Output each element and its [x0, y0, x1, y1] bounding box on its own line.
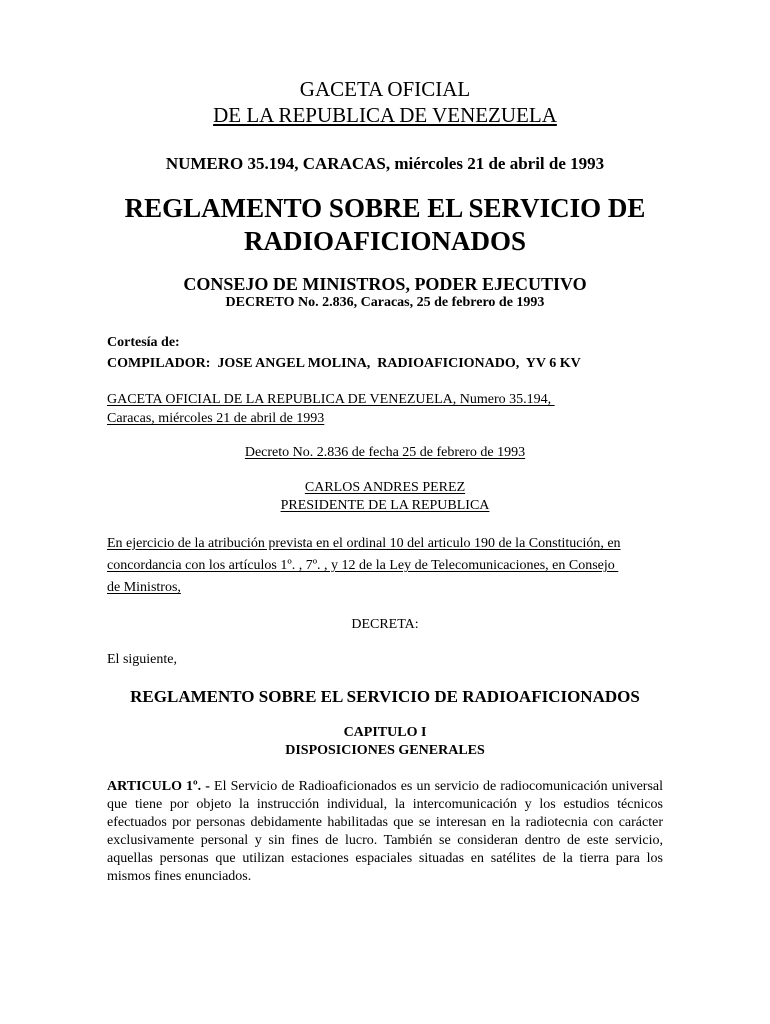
preamble-line3: de Ministros, — [107, 580, 181, 595]
preamble-line2: concordancia con los artículos 1º. , 7º. , y 12 de la Ley de Telecomunicaciones, en Consejo — [107, 558, 619, 573]
gazette-reference-line1: GACETA OFICIAL DE LA REPUBLICA DE VENEZUELA, Numero 35.194, — [107, 392, 555, 407]
article-1-text: El Servicio de Radioaficionados es un servicio de radiocomunicación universal que tiene por objeto la instrucción individual, la intercomunicación y los estudios técnicos efectuados por personas debidamente habilitadas que se interesan en la radiotecnia con carácter exclusivamente personal y sin fines de lucro. También se consideran dentro de este servicio, aquellas personas que utilizan estaciones espaciales situadas en satélites de la tierra para los mismos fines enunciados. — [107, 779, 664, 884]
decree-heading: DECRETO No. 2.836, Caracas, 25 de febrero de 1993 — [225, 295, 545, 310]
document-title-line1: REGLAMENTO SOBRE EL SERVICIO DE — [124, 193, 646, 223]
reglamento-heading: REGLAMENTO SOBRE EL SERVICIO DE RADIOAFICIONADOS — [130, 687, 640, 706]
article-1 — [107, 778, 663, 886]
preamble-line1: En ejercicio de la atribución prevista en el ordinal 10 del articulo 190 de la Constitución, en — [107, 536, 621, 551]
president-name: CARLOS ANDRES PEREZ — [304, 480, 466, 495]
document-title — [0, 192, 770, 258]
gazette-reference-line2: Caracas, miércoles 21 de abril de 1993 — [107, 411, 325, 426]
issue-line: NUMERO 35.194, CARACAS, miércoles 21 de abril de 1993 — [165, 154, 605, 173]
chapter-number: CAPITULO I — [343, 725, 427, 740]
president-block — [0, 479, 770, 515]
courtesy-label: Cortesía de: — [107, 335, 180, 350]
preamble — [107, 533, 663, 599]
siguiente-text: El siguiente, — [107, 652, 177, 667]
document-title-line2: RADIOAFICIONADOS — [243, 226, 527, 256]
decree-date: Decreto No. 2.836 de fecha 25 de febrero de 1993 — [244, 445, 526, 460]
gazette-title-line2: DE LA REPUBLICA DE VENEZUELA — [213, 103, 557, 127]
courtesy-block — [107, 332, 663, 374]
article-1-label: ARTICULO 1º. - — [107, 779, 210, 794]
gazette-title-line1: GACETA OFICIAL — [299, 77, 471, 101]
gazette-title — [0, 76, 770, 128]
chapter-heading — [0, 724, 770, 760]
council-heading: CONSEJO DE MINISTROS, PODER EJECUTIVO — [183, 274, 587, 294]
president-role: PRESIDENTE DE LA REPUBLICA — [280, 498, 490, 513]
compiler-line: COMPILADOR: JOSE ANGEL MOLINA, RADIOAFICIONADO, YV 6 KV — [107, 356, 581, 371]
decreta-label: DECRETA: — [351, 617, 419, 632]
chapter-name: DISPOSICIONES GENERALES — [285, 743, 485, 758]
gazette-reference — [107, 390, 663, 428]
